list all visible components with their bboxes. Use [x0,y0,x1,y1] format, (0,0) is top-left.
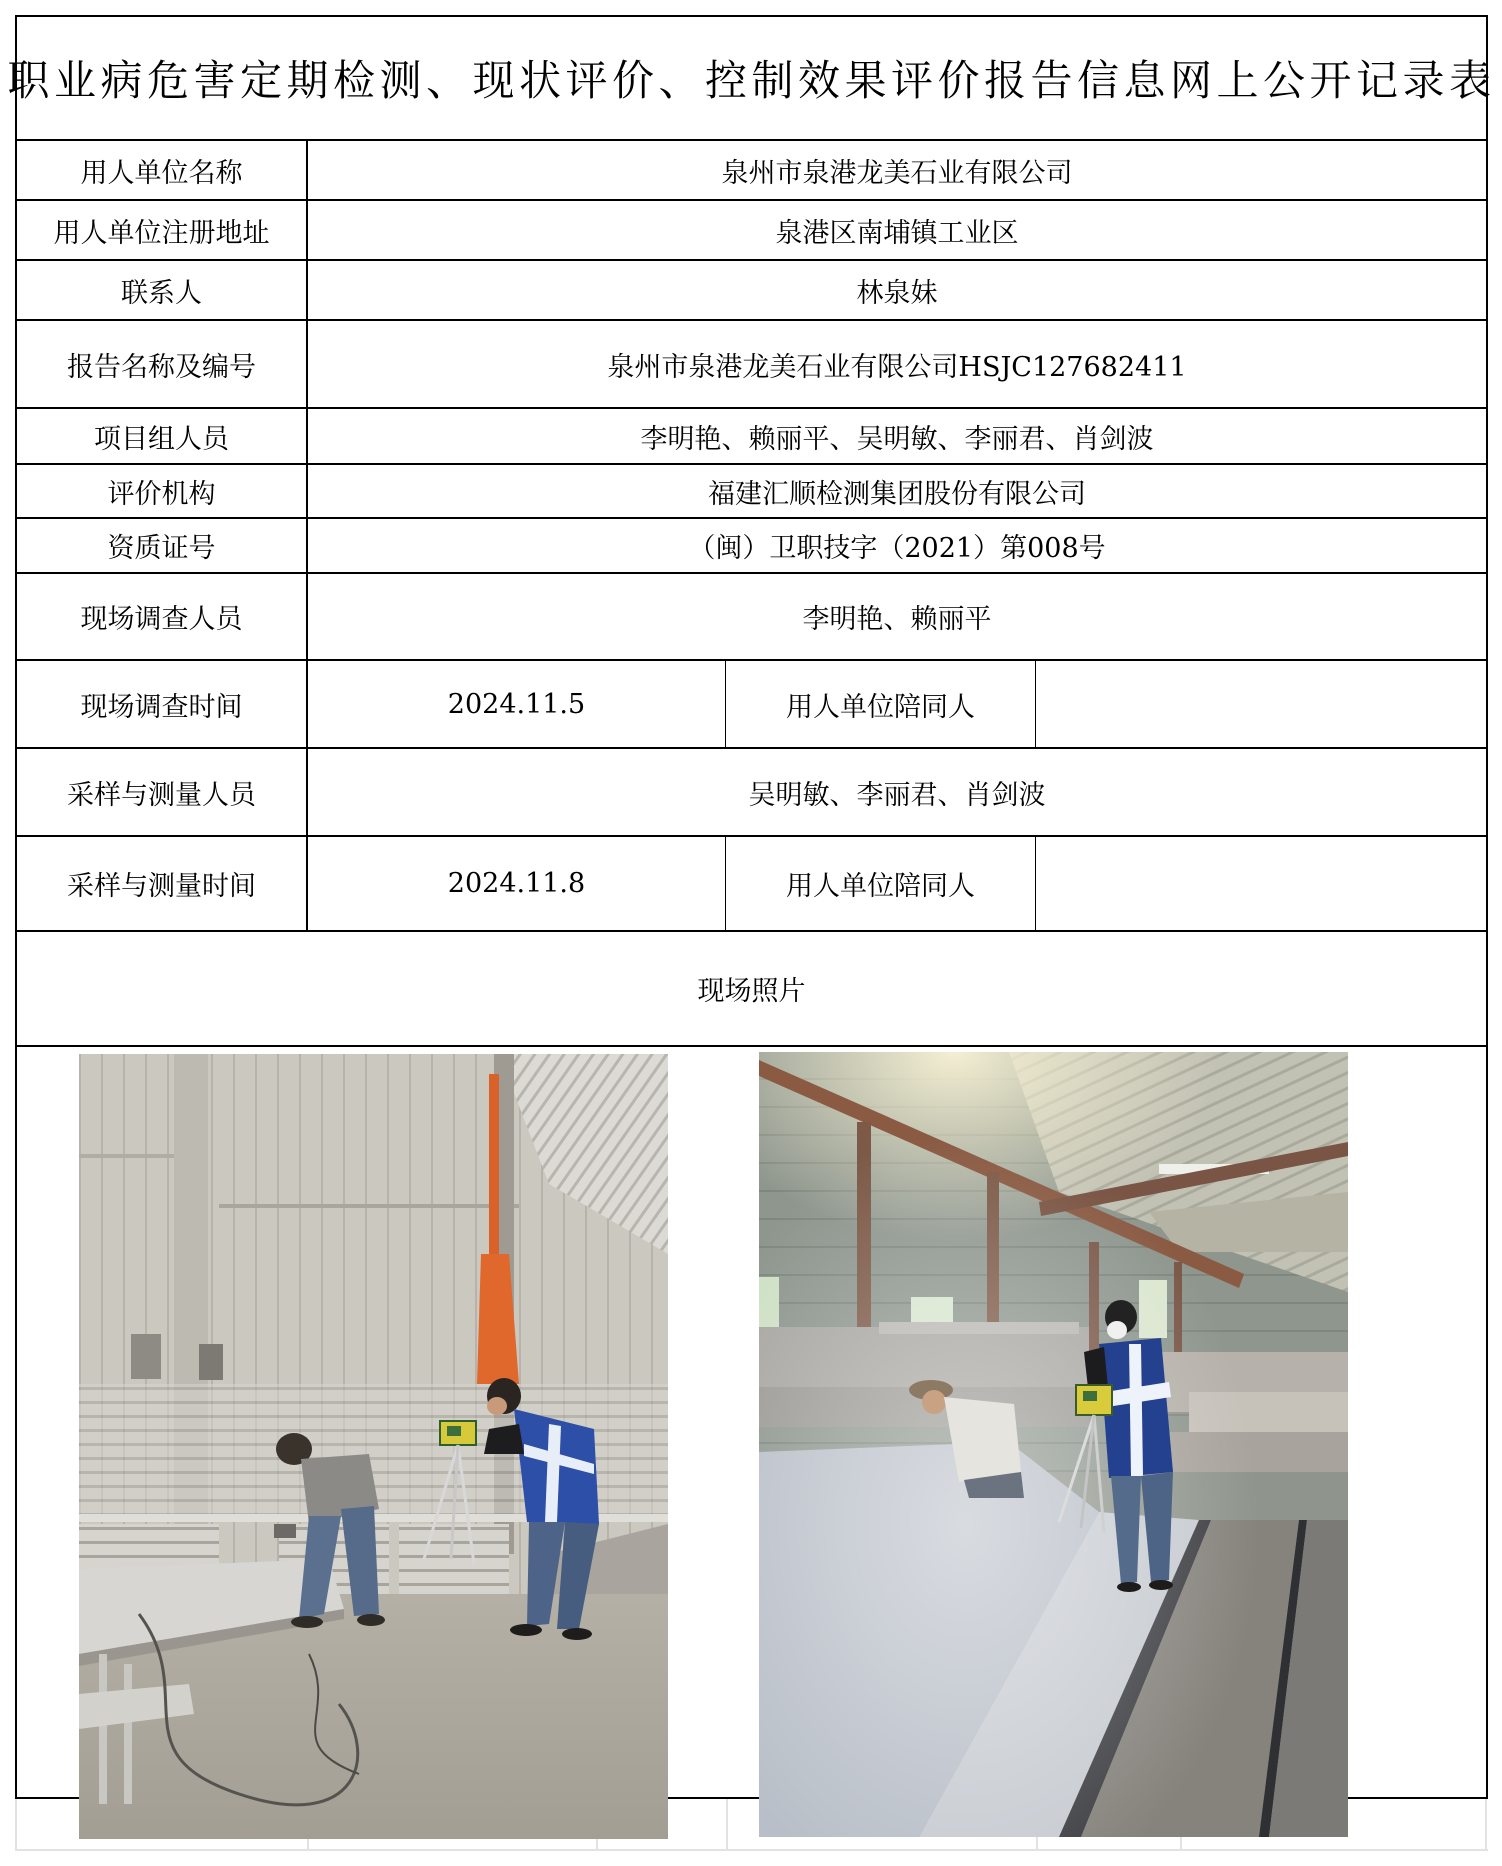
row-label: 用人单位注册地址 [17,201,308,259]
document-title: 职业病危害定期检测、现状评价、控制效果评价报告信息网上公开记录表 [7,56,1496,105]
row-site-survey-staff [17,572,1486,659]
registered-address-value: 泉港区南埔镇工业区 [775,217,1019,249]
evaluation-agency-value: 福建汇顺检测集团股份有限公司 [708,478,1086,510]
report-name-number-value: 泉州市泉港龙美石业有限公司HSJC127682411 [607,351,1187,383]
row-report-name-number [17,319,1486,407]
row-project-team [17,407,1486,463]
row-qualification-number [17,517,1486,572]
sampling-staff-value: 吴明敏、李丽君、肖剑波 [748,779,1046,811]
site-survey-staff-value: 李明艳、赖丽平 [802,604,992,635]
row-sampling-date [17,835,1486,930]
row-label: 报告名称及编号 [17,321,308,407]
row-site-photos-header [17,930,1486,1045]
row-site-survey-date [17,659,1486,747]
row-label: 用人单位名称 [17,141,308,199]
row-label: 项目组人员 [17,409,308,463]
sheet-gridline [15,1849,1488,1851]
site-photos-label: 现场照片 [697,976,806,1007]
sampling-companion-value [1036,837,1486,930]
row-label: 联系人 [17,261,308,319]
row-registered-address [17,199,1486,259]
sheet-gridline [1485,1799,1487,1851]
companion-label: 用人单位陪同人 [726,661,1036,747]
row-label: 采样与测量人员 [17,749,308,835]
sheet-gridline [15,1799,17,1851]
project-team-value: 李明艳、赖丽平、吴明敏、李丽君、肖剑波 [640,423,1154,455]
row-label: 资质证号 [17,519,308,572]
row-evaluation-agency [17,463,1486,517]
site-photo-2 [759,1052,1348,1837]
row-contact-person [17,259,1486,319]
contact-person-value: 林泉妹 [856,277,938,309]
qualification-number-value: （闽）卫职技字（2021）第008号 [688,533,1106,564]
row-sampling-staff [17,747,1486,835]
companion-label: 用人单位陪同人 [726,837,1036,930]
title-row [7,17,1496,139]
row-label: 采样与测量时间 [17,837,308,930]
sampling-date-value: 2024.11.8 [308,837,726,930]
workshop-photo-image [79,1054,668,1839]
row-label: 评价机构 [17,465,308,517]
granite-workshop-photo-image [759,1052,1348,1837]
row-employer-name [17,139,1486,199]
sheet-gridline [726,1799,728,1851]
site-photo-1 [79,1054,668,1839]
row-label: 现场调查时间 [17,661,308,747]
row-label: 现场调查人员 [17,574,308,659]
employer-name-value: 泉州市泉港龙美石业有限公司 [721,157,1073,189]
survey-companion-value [1036,661,1486,747]
site-survey-date-value: 2024.11.5 [308,661,726,747]
